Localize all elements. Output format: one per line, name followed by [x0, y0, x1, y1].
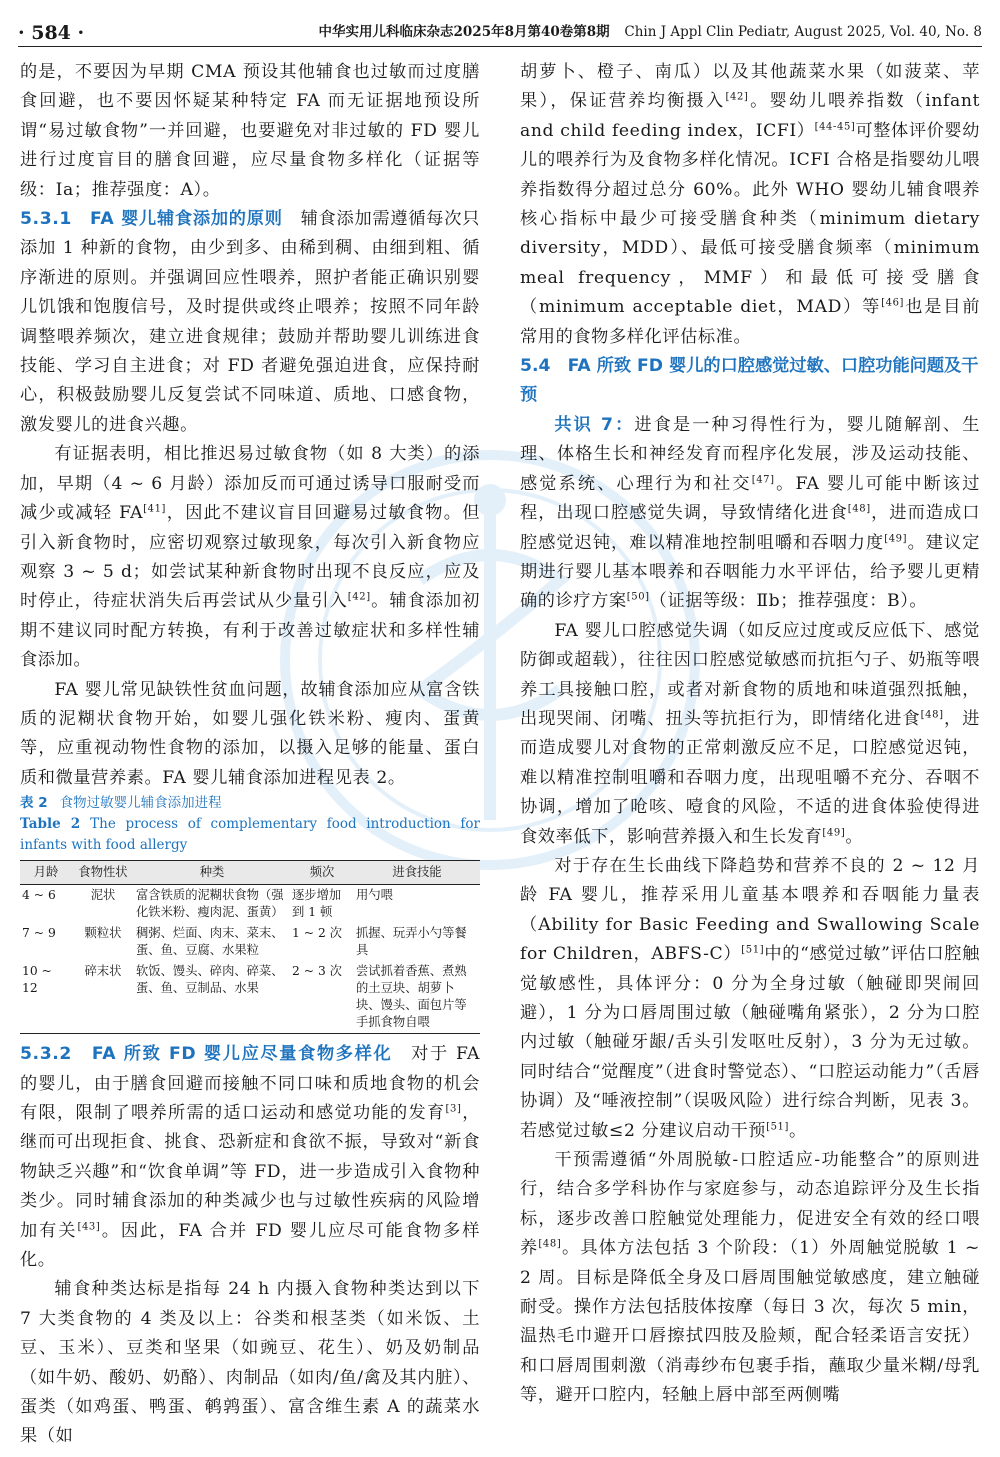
citation: [51] [766, 1120, 789, 1132]
table-cell: 1 ~ 2 次 [292, 926, 342, 941]
citation: [48] [538, 1238, 562, 1250]
citation: [43] [77, 1220, 101, 1232]
table-cell: 软饭、馒头、碎肉、碎菜、蛋、鱼、豆制品、水果 [136, 964, 284, 996]
consensus-label: 共识 7： [554, 414, 635, 435]
table-label-en: Table 2 [20, 816, 81, 833]
journal-title-en: Chin J Appl Clin Pediatr, August 2025, Vol. 40, No. 8 [624, 24, 982, 40]
text-run: 。因此，FA 合并 FD 婴儿应尽可能食物多样化。 [20, 1220, 480, 1270]
column-header: 频次 [290, 861, 354, 885]
citation: [50] [626, 591, 650, 603]
right-column [520, 58, 980, 1411]
citation: [42] [725, 91, 749, 103]
paragraph [20, 440, 480, 675]
paragraph: 辅食种类达标是指每 24 h 内摄入食物种类达到以下 7 大类食物的 4 类及以上：谷类和根茎类（如米饭、土豆、玉米）、豆类和坚果（如豌豆、花生）、奶及奶制品（如牛奶、酸奶、奶酪）、肉制品（如肉/鱼/禽及其内脏）、蛋类（如鸡蛋、鸭蛋、鹌鹑蛋）、富含维生素 A 的蔬菜水果（如 [20, 1279, 480, 1447]
text-run: 。婴幼儿喂养指数（infant and child feeding index，ICFI） [520, 91, 980, 141]
text-run: （证据等级：Ⅱb；推荐强度：B）。 [649, 591, 928, 612]
citation: [42] [347, 591, 371, 603]
text-run: 也是目前常用的食物多样化评估标准。 [520, 297, 980, 347]
complementary-food-table [20, 860, 480, 1034]
section-heading: 5.3.2 FA 所致 FD 婴儿应尽量食物多样化 [20, 1044, 393, 1065]
table-cell: 逐步增加到 1 顿 [292, 888, 342, 920]
text-run: 。建议定期进行婴儿基本喂养和吞咽能力水平评估，给予婴儿更精确的诊疗方案 [520, 532, 980, 612]
text-run: FA 婴儿口腔感觉失调（如反应过度或反应低下、感觉防御或超载），往往因口腔感觉敏感而抗拒勺子、奶瓶等喂养工具接触口腔，或者对新食物的质地和味道强烈抵触，出现哭闹、闭嘴、扭头等抗拒行为，即情绪化进食 [520, 620, 980, 729]
page-number: · 584 · [18, 22, 85, 44]
text-run: 对于存在生长曲线下降趋势和营养不良的 2 ~ 12 月龄 FA 婴儿，推荐采用儿童基本喂养和吞咽能力量表（Ability for Basic Feeding and Swallowing Scale for Children，ABFS-C） [520, 855, 980, 965]
text-run: 。辅食添加初期不建议同时配方转换，有利于改善过敏症状和多样性辅食添加。 [20, 591, 480, 671]
section-5-4-heading: 5.4 FA 所致 FD 婴儿的口腔感觉过敏、口腔功能问题及干预 [520, 356, 979, 406]
citation: [48] [920, 709, 944, 721]
section-text: 辅食添加需遵循每次只添加 1 种新的食物，由少到多、由稀到稠、由细到粗、循序渐进的原则。并强调回应性喂养，照护者能正确识别婴儿饥饿和饱腹信号，及时提供或终止喂养；按照不同年龄调整喂养频次，建立进食规律；鼓励并帮助婴儿训练进食技能、学习自主进食；对 FD 者避免强迫进食，应保持耐心，积极鼓励婴儿反复尝试不同味道、质地、口感食物，激发婴儿的进食兴趣。 [20, 209, 480, 435]
column-header: 食物性状 [72, 861, 134, 885]
table-cell: 尝试抓着香蕉、煮熟的土豆块、胡萝卜块、馒头、面包片等手抓食物自喂 [356, 964, 467, 1030]
table-cell: 7 ~ 9 [22, 926, 56, 941]
text-run: 有证据表明，相比推迟易过敏食物（如 8 大类）的添加，早期（4 ~ 6 月龄）添加反而可通过诱导口服耐受而减少或减轻 FA [20, 444, 480, 524]
table-cell: 碎末状 [84, 964, 122, 979]
text-run: 干预需遵循“外周脱敏-口腔适应-功能整合”的原则进行，结合多学科协作与家庭参与，动态追踪评分及生长指标，逐步改善口腔触觉处理能力，促进安全有效的经口喂养 [520, 1150, 980, 1259]
page-header [18, 16, 982, 47]
text-run: ，进而造成口腔感觉迟钝，难以精准地控制咀嚼和吞咽力度 [520, 503, 980, 553]
paragraph [520, 58, 980, 352]
text-run: 。具体方法包括 3 个阶段：（1）外周触觉脱敏 1 ~ 2 周。目标是降低全身及口唇周围触觉敏感度，建立触碰耐受。操作方法包括肢体按摩（每日 3 次，每次 5 min，温热毛巾避开口唇擦拭四肢及脸颊，配合轻柔语言安抚）和口唇周围刺激（消毒纱布包裹手指，蘸取少量米糊/母乳等，避开口腔内，轻触上唇中部至两侧嘴 [520, 1238, 980, 1406]
table-cell: 富含铁质的泥糊状食物（强化铁米粉、瘦肉泥、蛋黄） [136, 888, 284, 920]
table-row [20, 923, 480, 961]
column-header: 进食技能 [354, 861, 480, 885]
table-cell: 稠粥、烂面、肉末、菜末、蛋、鱼、豆腐、水果粒 [136, 926, 284, 958]
citation: [49] [822, 826, 846, 838]
journal-title-cn: 中华实用儿科临床杂志2025年8月第40卷第8期 [318, 24, 610, 40]
text-run: ，因此不建议盲目回避易过敏食物。但引入新食物时，应密切观察过敏现象，每次引入新食物应观察 3 ~ 5 d；如尝试某种新食物时出现不良反应，应及时停止，待症状消失后再尝试从少量引入 [20, 503, 481, 612]
text-run: 胡萝卜、橙子、南瓜）以及其他蔬菜水果（如菠菜、苹果），保证营养均衡摄入 [520, 62, 980, 112]
citation: [46] [881, 297, 905, 309]
paragraph: 的是，不要因为早期 CMA 预设其他辅食也过敏而过度膳食回避，也不要因怀疑某种特定 FA 而无证据地预设所谓“易过敏食物”一并回避，也要避免对非过敏的 FD 婴儿进行过度盲目的膳食回避，应尽量食物多样化（证据等级：Ⅰa；推荐强度：A）。 [20, 62, 480, 200]
text-run: 可整体评价婴幼儿的喂养行为及食物多样化情况。ICFI 合格是指婴幼儿喂养指数得分超过总分 60%。此外 WHO 婴幼儿辅食喂养核心指标中最少可接受膳食种类（minimum dietary diversity，MDD）、最低可接受膳食频率（minimum meal frequency，MMF）和最低可接受膳食（minimum acceptable diet，MAD）等 [520, 120, 980, 318]
citation: [48] [847, 503, 871, 515]
table-cell: 抓握、玩弄小勺等餐具 [356, 926, 467, 958]
paragraph [520, 1146, 980, 1411]
section-5-3-2 [20, 1040, 480, 1275]
table-cell: 2 ~ 3 次 [292, 964, 342, 979]
text-run: ，继而可出现拒食、挑食、恐新症和食欲不振，导致对“新食物缺乏兴趣”和“饮食单调”等 FD，进一步造成引入食物种类少。同时辅食添加的种类减少也与过敏性疾病的风险增加有关 [20, 1102, 480, 1241]
text-run: 对于 FA 的婴儿，由于膳食回避而接触不同口味和质地食物的机会有限，限制了喂养所需的适口运动和感觉功能的发育 [20, 1044, 480, 1123]
column-header: 种类 [134, 861, 290, 885]
text-run: 中的“感觉过敏”评估口腔触觉敏感性，具体评分：0 分为全身过敏（触碰即哭闹回避），1 分为口唇周围过敏（触碰嘴角紧张），2 分为口腔内过敏（触碰牙龈/舌头引发呕吐反射），3 分为无过敏。同时结合“觉醒度”（进食时警觉态）、“口腔运动能力”（舌唇协调）及“唾液控制”（误吸风险）进行综合判断，见表 3。若感觉过敏≤2 分建议启动干预 [520, 944, 980, 1141]
table-cell: 10 ~ 12 [22, 964, 52, 996]
table-header-row [20, 861, 480, 885]
section-5-3-1 [20, 205, 480, 440]
consensus-7 [520, 411, 980, 617]
text-run: ，进而造成婴儿对食物的正常刺激反应不足，口腔感觉迟钝，难以精准控制咀嚼和吞咽力度，出现咀嚼不充分、吞咽不协调，增加了呛咳、噎食的风险，不适的进食体验使得进食效率低下，影响营养摄入和生长发育 [520, 708, 980, 847]
table-cell: 颗粒状 [84, 926, 122, 941]
table-caption-en [20, 814, 480, 856]
text-run: 进食是一种习得性行为，婴儿随解剖、生理、体格生长和神经发育而程序化发展，涉及运动技能、感觉系统、心理行为和社交 [520, 414, 980, 494]
table-cell: 泥状 [90, 888, 116, 903]
table-caption-cn [20, 793, 480, 814]
table-label: 表 2 [20, 795, 48, 812]
table-row [20, 885, 480, 924]
citation: [3] [445, 1103, 462, 1115]
left-column [20, 58, 480, 1452]
journal-running-title [319, 20, 982, 40]
citation: [51] [741, 944, 765, 956]
text-run: 。FA 婴儿可能中断该过程，出现口腔感觉失调，导致情绪化进食 [520, 473, 981, 524]
citation: [41] [143, 503, 167, 515]
column-header: 月龄 [20, 861, 72, 885]
citation: [47] [751, 473, 775, 485]
table-cell: 4 ~ 6 [22, 888, 56, 903]
section-heading: 5.3.1 FA 婴儿辅食添加的原则 [20, 209, 283, 230]
citation: [49] [884, 532, 908, 544]
text-run: 。 [789, 1120, 807, 1141]
paragraph: FA 婴儿常见缺铁性贫血问题，故辅食添加应从富含铁质的泥糊状食物开始，如婴儿强化铁米粉、瘦肉、蛋黄等，应重视动物性食物的添加，以摄入足够的能量、蛋白质和微量营养素。FA 婴儿辅食添加进程见表 2。 [20, 679, 480, 788]
paragraph [520, 852, 980, 1146]
table-row [20, 961, 480, 1034]
table-title: 食物过敏婴儿辅食添加进程 [59, 795, 222, 812]
paragraph [520, 617, 980, 852]
citation: [44-45] [814, 121, 856, 133]
text-run: 。 [845, 826, 864, 847]
table-title-en: The process of complementary food introduction for infants with food allergy [20, 816, 480, 854]
table-cell: 用勺喂 [356, 888, 393, 903]
